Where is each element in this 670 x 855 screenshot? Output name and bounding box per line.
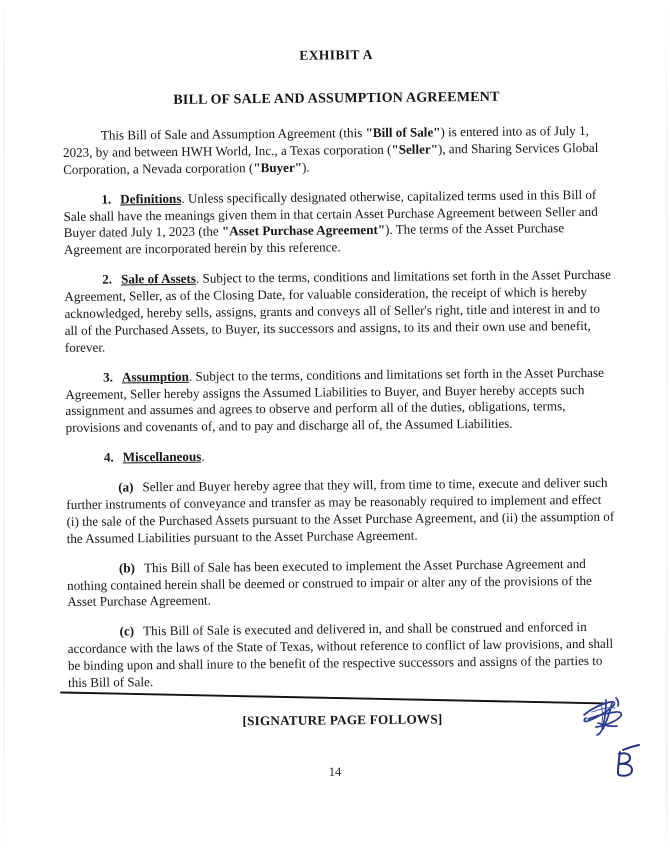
section-miscellaneous: [66, 445, 614, 467]
defined-term-buyer: "Buyer": [253, 159, 303, 175]
section-body-1: .: [201, 448, 205, 464]
section-heading: Sale of Assets: [120, 270, 197, 287]
section-sale-of-assets: [64, 267, 613, 357]
section-heading: Miscellaneous: [122, 448, 202, 465]
section-number: 4.: [103, 449, 114, 465]
exhibit-heading: EXHIBIT A: [299, 47, 373, 63]
document-text-block: [62, 45, 617, 731]
page-title: BILL OF SALE AND ASSUMPTION AGREEMENT: [173, 89, 500, 108]
subsection-text: This Bill of Sale has been executed to implement the Asset Purchase Agreement and nothing contained herein shall be deemed or construed to impair or alter any of the provisions of the Asset Purchase Agreement.: [67, 555, 592, 610]
section-heading: Assumption: [121, 368, 189, 385]
section-number: 1.: [101, 191, 112, 207]
section-definitions: [63, 186, 612, 259]
subsection-b: [67, 555, 615, 611]
defined-term-bill-of-sale: "Bill of Sale": [365, 124, 441, 141]
preamble-text-1: This Bill of Sale and Assumption Agreement (this: [100, 125, 366, 143]
defined-term-seller: "Seller": [391, 141, 439, 157]
section-body-1: . Subject to the terms, conditions and limitations set forth in the Asset Purchase Agreement, Seller hereby assigns the Assumed Liabilities to Buyer, and Buyer hereby accepts such assignment and assumes and agrees to observe and perform all of the duties, obligations, terms, provisions and covenants of, and to pay and discharge all of, the Assumed Liabilities.: [65, 364, 604, 436]
subsection-text: Seller and Buyer hereby agree that they will, from time to time, execute and deliver such further instruments of conveyance and transfer as may be reasonably required to implement and effect (i) the sale of the Purchased Assets pursuant to the Asset Purchase Agreement, and (ii) the assumption of the Assumed Liabilities pursuant to the Asset Purchase Agreement.: [66, 474, 615, 546]
preamble-paragraph: [63, 123, 611, 179]
preamble-text-3: ), and Sharing Services Global Corporation, a Nevada corporation (: [63, 139, 599, 177]
page-edge-shadow-right: [665, 0, 668, 855]
section-body-2: ). The terms of the Asset Purchase Agreement are incorporated herein by this reference.: [63, 220, 565, 258]
page-edge-shadow-left: [3, 0, 5, 855]
subsection-text: This Bill of Sale is executed and delivered in, and shall be construed and enforced in accordance with the laws of the State of Texas, without reference to conflict of law provisions, and shall be binding upon and shall inure to the benefit of the respective successors and assigns of the parties to this Bill of Sale.: [67, 619, 614, 691]
subsection-label: (a): [118, 479, 134, 495]
preamble-text-2: ) is entered into as of July 1, 2023, by and between HWH World, Inc., a Texas corporation (: [62, 122, 589, 160]
section-number: 3.: [103, 369, 114, 385]
signature-page-follows-note: [SIGNATURE PAGE FOLLOWS]: [242, 711, 443, 729]
section-body-1: . Subject to the terms, conditions and limitations set forth in the Asset Purchase Agreement, Seller, as of the Closing Date, for valuable consideration, the receipt of which is hereby acknowledged, hereby sells, assigns, grants and conveys all of Seller's right, title and interest in and to all of the Purchased Assets, to Buyer, its successors and assigns, to its and their own use and benefit, forever.: [64, 266, 611, 355]
subsection-a: [66, 475, 615, 548]
subsection-label: (c): [119, 623, 135, 639]
section-heading: Definitions: [120, 190, 182, 207]
page-number: 14: [328, 765, 342, 779]
defined-term-asset-purchase-agreement: "Asset Purchase Agreement": [221, 222, 386, 239]
section-number: 2.: [102, 271, 113, 287]
section-body-1: . Unless specifically designated otherwise, capitalized terms used in this Bill of Sale shall have the meanings given them in that certain Asset Purchase Agreement between Seller and Buyer dated July 1, 2023 (the: [63, 186, 598, 241]
section-assumption: [65, 364, 614, 437]
preamble-text-4: ).: [301, 159, 310, 175]
subsection-label: (b): [118, 560, 136, 576]
subsection-c: [68, 619, 617, 692]
